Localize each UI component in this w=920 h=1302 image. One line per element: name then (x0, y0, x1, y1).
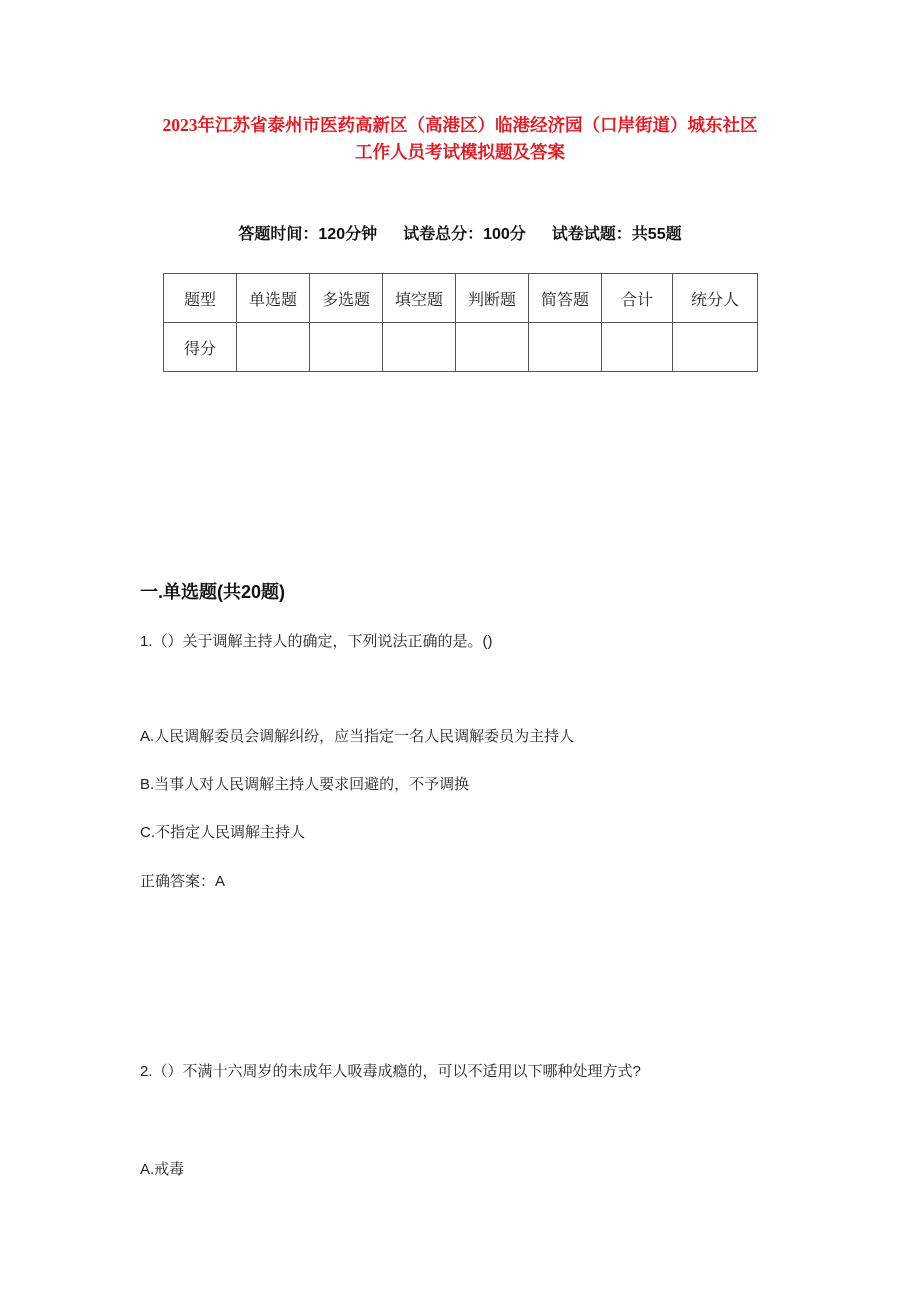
header-cell-type: 题型 (164, 274, 237, 323)
score-table-header-row (164, 274, 758, 323)
score-label-cell: 得分 (164, 323, 237, 372)
score-cell-multi-choice (310, 323, 383, 372)
score-cell-total (602, 323, 673, 372)
section-heading-single-choice: 一.单选题(共20题) (140, 582, 286, 602)
header-cell-grader: 统分人 (673, 274, 758, 323)
question-2-stem: 2.（）不满十六周岁的未成年人吸毒成瘾的，可以不适用以下哪种处理方式? (140, 1063, 641, 1080)
score-table-score-row (164, 323, 758, 372)
exam-meta (0, 221, 920, 244)
score-cell-grader (673, 323, 758, 372)
question-2-option-a: A.戒毒 (140, 1161, 185, 1178)
score-cell-short-answer (529, 323, 602, 372)
header-cell-single-choice: 单选题 (237, 274, 310, 323)
question-1-stem: 1.（）关于调解主持人的确定，下列说法正确的是。() (140, 633, 493, 650)
question-1-option-a: A.人民调解委员会调解纠纷，应当指定一名人民调解委员为主持人 (140, 728, 575, 745)
exam-question-count: 试卷试题：共55题 (551, 226, 682, 243)
question-1-answer: 正确答案：A (140, 873, 226, 890)
score-cell-fill-blank (383, 323, 456, 372)
question-1-option-c: C.不指定人民调解主持人 (140, 824, 306, 841)
header-cell-fill-blank: 填空题 (383, 274, 456, 323)
title-line-1: 2023年江苏省泰州市医药高新区（高港区）临港经济园（口岸街道）城东社区 (162, 115, 758, 135)
exam-total-score: 试卷总分：100分 (403, 226, 526, 243)
header-cell-total: 合计 (602, 274, 673, 323)
score-cell-single-choice (237, 323, 310, 372)
header-cell-true-false: 判断题 (456, 274, 529, 323)
header-cell-short-answer: 简答题 (529, 274, 602, 323)
header-cell-multi-choice: 多选题 (310, 274, 383, 323)
score-cell-true-false (456, 323, 529, 372)
exam-time: 答题时间：120分钟 (238, 226, 378, 243)
score-table (163, 273, 758, 372)
title-line-2: 工作人员考试模拟题及答案 (355, 142, 565, 162)
question-1-option-b: B.当事人对人民调解主持人要求回避的，不予调换 (140, 776, 470, 793)
